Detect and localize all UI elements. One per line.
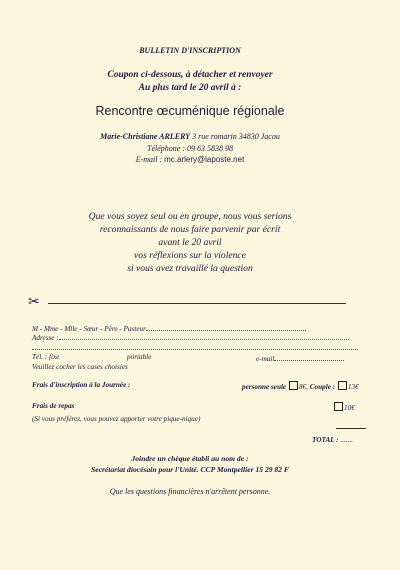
meal-option xyxy=(333,402,355,412)
event-name: Rencontre œcuménique régionale xyxy=(95,104,285,118)
mobile-label: portable xyxy=(127,353,152,361)
coupon-instruction: Coupon ci-dessous, à détacher et renvoyer xyxy=(107,70,273,80)
address-field[interactable] xyxy=(32,332,349,342)
cheque-line-1: Joindre un chèque établi au nom de : xyxy=(131,454,249,463)
meal-label: Frais de repas xyxy=(32,402,75,410)
meal-checkbox[interactable] xyxy=(334,402,343,411)
couple-checkbox[interactable] xyxy=(338,381,347,390)
email-field[interactable] xyxy=(256,353,344,363)
person-alone-checkbox[interactable] xyxy=(289,381,298,390)
total-field[interactable] xyxy=(312,436,353,444)
contact-email: mc.arlery@laposte.net xyxy=(164,155,245,164)
address-label: Adresse : xyxy=(32,334,59,342)
fee-options xyxy=(242,381,359,391)
couple-label: Couple : xyxy=(309,383,336,391)
email-label: E-mail : xyxy=(135,155,163,164)
total-dots: ....... xyxy=(340,436,353,444)
message-line: avant le 20 avril xyxy=(158,237,222,248)
message-line: reconnaissants de nous faire parvenir par écrit xyxy=(99,224,281,235)
fee-label: Frais d'inscription à la Journée : xyxy=(32,381,131,389)
tel-label: Tél. : fixe xyxy=(32,353,60,361)
message-block xyxy=(20,210,360,275)
cut-line xyxy=(48,303,346,304)
civility-label: M - Mme - Mlle - Sœur - Père - Pasteur xyxy=(32,325,146,333)
contact-line xyxy=(20,132,360,141)
address-line-2[interactable] xyxy=(32,342,358,352)
email-dots xyxy=(274,353,344,361)
contact-email-line xyxy=(20,155,360,164)
price-meal: 10€ xyxy=(344,404,355,412)
total-rule xyxy=(336,428,366,429)
scissors-icon: ✂ xyxy=(28,295,40,310)
message-line: vos réflexions sur la violence xyxy=(134,250,246,261)
total-label: TOTAL : xyxy=(312,436,339,444)
closing-note: Que les questions financières n'arrêtent personne. xyxy=(109,487,271,496)
message-line: si vous avez travaillé la question xyxy=(127,263,253,274)
civility-dots xyxy=(146,323,306,331)
cheque-line-2: Secrétariat diocésain pour l'Unité. CCP Montpellier 15 29 82 F xyxy=(90,465,289,474)
deadline: Au plus tard le 20 avril à : xyxy=(138,83,242,93)
person-alone-label: personne seule xyxy=(242,383,287,391)
form-title: BULLETIN D'INSCRIPTION xyxy=(139,46,241,55)
bleed-through-text xyxy=(355,30,400,500)
contact-phone: Téléphone : 09 63 5838 98 xyxy=(147,144,233,153)
email-field-label: e-mail xyxy=(256,355,275,363)
contact-address: 3 rue romarin 34830 Jacou xyxy=(192,132,280,141)
contact-name: Marie-Christiane ARLERY xyxy=(100,132,191,141)
message-line: Que vous soyez seul ou en groupe, nous vous serions xyxy=(88,211,292,222)
address-dots-2 xyxy=(32,342,358,350)
tel-mobile-field[interactable] xyxy=(127,353,151,361)
meal-note: (Si vous préférez, vous pouvez apporter votre pique-nique) xyxy=(32,415,201,423)
address-dots xyxy=(59,332,349,340)
check-note: Veuillez cocher les cases choisies xyxy=(32,363,128,371)
tel-fixe-field[interactable] xyxy=(32,353,59,361)
price-couple: 13€ xyxy=(347,383,359,391)
price-alone: 8€, xyxy=(298,383,308,391)
